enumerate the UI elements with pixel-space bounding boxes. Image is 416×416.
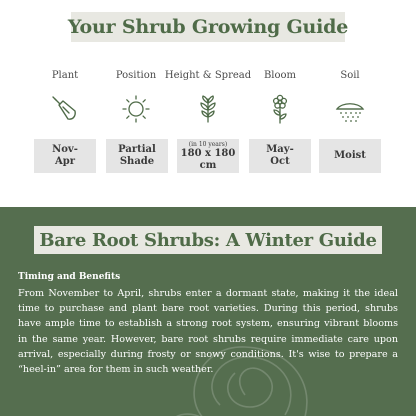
header-title-box <box>67 12 349 42</box>
section-title-box <box>34 226 382 254</box>
value-bloom <box>249 139 311 173</box>
value-soil <box>319 139 381 173</box>
value-soil-line1: Moist <box>334 150 366 161</box>
label-bloom: Bloom <box>263 70 297 81</box>
value-height-spread <box>177 139 239 173</box>
label-position: Position <box>115 70 157 81</box>
value-plant <box>34 139 96 173</box>
value-bloom-line2: Oct <box>270 156 290 167</box>
flower-icon <box>264 93 296 125</box>
value-height-line1: 180 x 180 <box>180 147 236 159</box>
page-title: Your Shrub Growing Guide <box>67 16 349 38</box>
section-title: Bare Root Shrubs: A Winter Guide <box>39 229 377 251</box>
section-paragraph: From November to April, shrubs enter a dormant state, making it the ideal time to purchase and plant bare root varieties. During this period, shrubs have ample time to establish a strong root system, ensuring vibrant blooms in the same year. However, bare root shrubs require immediate care upon arrival, especially during frosty or snowy conditions. It's wise to prepare a “heel-in” area for them in such weather. <box>18 288 398 376</box>
value-plant-line2: Apr <box>54 156 76 167</box>
label-height-spread: Height & Spread <box>164 70 252 81</box>
value-bloom-line1: May- <box>266 144 294 155</box>
value-position <box>106 139 168 173</box>
label-soil: Soil <box>340 70 360 81</box>
value-height-line2: cm <box>199 159 217 171</box>
section-subheading: Timing and Benefits <box>18 272 121 282</box>
label-plant: Plant <box>51 70 79 81</box>
value-height-note: (in 10 years) <box>188 140 228 148</box>
value-position-line2: Shade <box>119 156 155 167</box>
value-position-line1: Partial <box>118 144 156 155</box>
soil-icon <box>334 93 366 125</box>
value-plant-line1: Nov- <box>52 144 78 155</box>
sun-icon <box>120 93 152 125</box>
sprout-icon <box>192 93 224 125</box>
trowel-icon <box>49 93 81 125</box>
